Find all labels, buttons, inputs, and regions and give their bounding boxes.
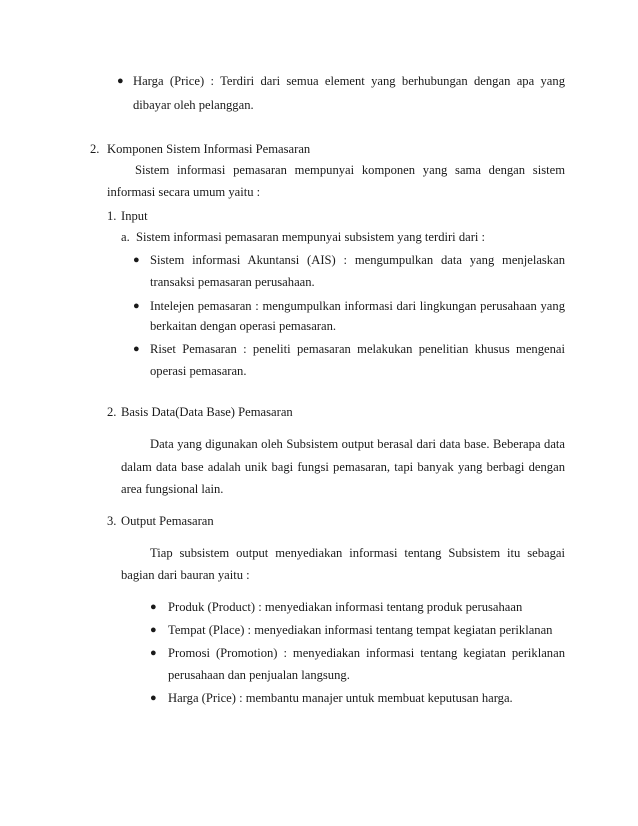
harga-bullet-line2: dibayar oleh pelanggan. (133, 98, 254, 112)
section-number: 2. (90, 142, 100, 156)
subsection-1-number: 1. (107, 209, 117, 223)
ais-bullet-line1: Sistem informasi Akuntansi (AIS) : mengumpulkan data yang menjelaskan (150, 253, 565, 267)
riset-bullet-line2: operasi pemasaran. (150, 364, 247, 378)
output-line2: bagian dari bauran yaitu : (121, 568, 250, 582)
bullet-icon: ● (133, 300, 140, 312)
riset-bullet-line1: Riset Pemasaran : peneliti pemasaran melakukan penelitian khusus mengenai (150, 342, 565, 356)
intelejen-bullet-line1: Intelejen pemasaran : mengumpulkan informasi dari lingkungan perusahaan yang (150, 299, 565, 313)
subsection-3-title: Output Pemasaran (121, 514, 214, 528)
bullet-icon: ● (150, 692, 157, 704)
basis-line1: Data yang digunakan oleh Subsistem output berasal dari data base. Beberapa data (150, 437, 565, 451)
produk-bullet: Produk (Product) : menyediakan informasi tentang produk perusahaan (168, 600, 523, 614)
tempat-bullet: Tempat (Place) : menyediakan informasi tentang tempat kegiatan periklanan (168, 623, 553, 637)
basis-line3: area fungsional lain. (121, 482, 224, 496)
bullet-icon: ● (150, 601, 157, 613)
bullet-icon: ● (150, 647, 157, 659)
bullet-icon: ● (133, 343, 140, 355)
bullet-icon: ● (133, 254, 140, 266)
harga-output-bullet: Harga (Price) : membantu manajer untuk membuat keputusan harga. (168, 691, 513, 705)
promosi-bullet-line1: Promosi (Promotion) : menyediakan informasi tentang kegiatan periklanan (168, 646, 565, 660)
bullet-icon: ● (150, 624, 157, 636)
subsection-2-number: 2. (107, 405, 117, 419)
intelejen-bullet-line2: berkaitan dengan operasi pemasaran. (150, 319, 337, 333)
output-line1: Tiap subsistem output menyediakan informasi tentang Subsistem itu sebagai (150, 546, 565, 560)
intro-line2: informasi secara umum yaitu : (107, 185, 261, 199)
basis-line2: dalam data base adalah unik bagi fungsi pemasaran, tapi banyak yang berbagi dengan (121, 460, 565, 474)
section-title: Komponen Sistem Informasi Pemasaran (107, 142, 311, 156)
subsection-3-number: 3. (107, 514, 117, 528)
bullet-icon: ● (117, 75, 124, 87)
subsection-2-title: Basis Data(Data Base) Pemasaran (121, 405, 293, 419)
intro-line1: Sistem informasi pemasaran mempunyai komponen yang sama dengan sistem (135, 163, 565, 177)
harga-bullet-line1: Harga (Price) : Terdiri dari semua element yang berhubungan dengan apa yang (133, 74, 565, 88)
item-a-text: Sistem informasi pemasaran mempunyai subsistem yang terdiri dari : (136, 230, 486, 244)
ais-bullet-line2: transaksi pemasaran perusahaan. (150, 275, 315, 289)
subsection-1-title: Input (121, 209, 148, 223)
item-a-letter: a. (121, 230, 130, 244)
promosi-bullet-line2: perusahaan dan penjualan langsung. (168, 668, 350, 682)
